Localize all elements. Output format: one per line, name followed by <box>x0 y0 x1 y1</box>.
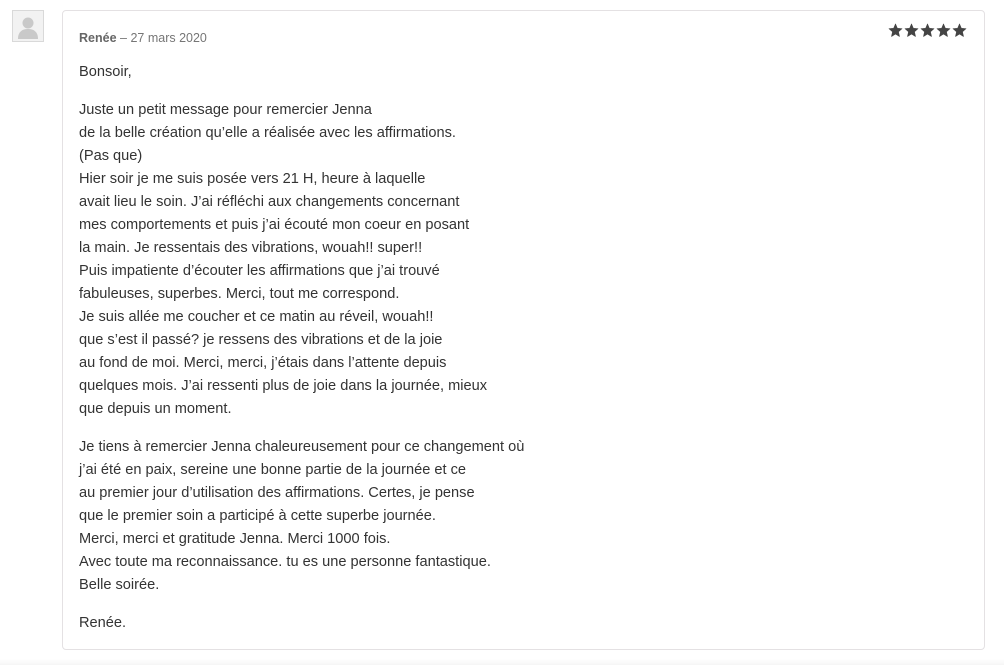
review-line: Renée. <box>79 615 127 631</box>
meta-separator: – <box>120 31 127 45</box>
review-author: Renée <box>79 31 117 45</box>
review-line: Je tiens à remercier Jenna chaleureusement pour ce changement où <box>79 439 525 455</box>
review-card <box>62 10 985 650</box>
review-line: avait lieu le soin. J’ai réfléchi aux changements concernant <box>79 194 460 210</box>
star-icon <box>888 23 903 38</box>
review-line: que s’est il passé? je ressens des vibrations et de la joie <box>79 332 443 348</box>
star-icon <box>904 23 919 38</box>
review-meta <box>79 30 207 46</box>
star-rating <box>888 23 967 38</box>
review-line: Bonsoir, <box>79 64 132 80</box>
review-line: Merci, merci et gratitude Jenna. Merci 1000 fois. <box>79 531 391 547</box>
review-line: j’ai été en paix, sereine une bonne partie de la journée et ce <box>79 462 467 478</box>
review-line: Belle soirée. <box>79 577 160 593</box>
review-line: de la belle création qu’elle a réalisée avec les affirmations. <box>79 125 456 141</box>
review-line: la main. Je ressentais des vibrations, wouah!! super!! <box>79 240 423 256</box>
default-avatar-icon <box>15 13 41 39</box>
review-line: Avec toute ma reconnaissance. tu es une personne fantastique. <box>79 554 491 570</box>
review-paragraph <box>79 99 959 421</box>
review-line: Puis impatiente d’écouter les affirmations que j’ai trouvé <box>79 263 440 279</box>
review-paragraph <box>79 436 959 597</box>
review-text <box>79 61 959 650</box>
review-line: fabuleuses, superbes. Merci, tout me correspond. <box>79 286 400 302</box>
star-icon <box>920 23 935 38</box>
review-line: au premier jour d’utilisation des affirmations. Certes, je pense <box>79 485 475 501</box>
review-line: (Pas que) <box>79 148 143 164</box>
review-paragraph <box>79 61 959 84</box>
review-line: Hier soir je me suis posée vers 21 H, heure à laquelle <box>79 171 426 187</box>
page-bottom-edge <box>0 659 1004 665</box>
star-icon <box>952 23 967 38</box>
review-line: mes comportements et puis j’ai écouté mon coeur en posant <box>79 217 470 233</box>
reviewer-avatar <box>12 10 44 42</box>
review-line: que depuis un moment. <box>79 401 232 417</box>
star-icon <box>936 23 951 38</box>
review-line: quelques mois. J’ai ressenti plus de joie dans la journée, mieux <box>79 378 488 394</box>
review-line: Je suis allée me coucher et ce matin au réveil, wouah!! <box>79 309 434 325</box>
review-date: 27 mars 2020 <box>130 31 207 45</box>
review-line: au fond de moi. Merci, merci, j’étais dans l’attente depuis <box>79 355 447 371</box>
review-line: Juste un petit message pour remercier Jenna <box>79 102 372 118</box>
review-line: que le premier soin a participé à cette superbe journée. <box>79 508 436 524</box>
review-paragraph <box>79 612 959 635</box>
